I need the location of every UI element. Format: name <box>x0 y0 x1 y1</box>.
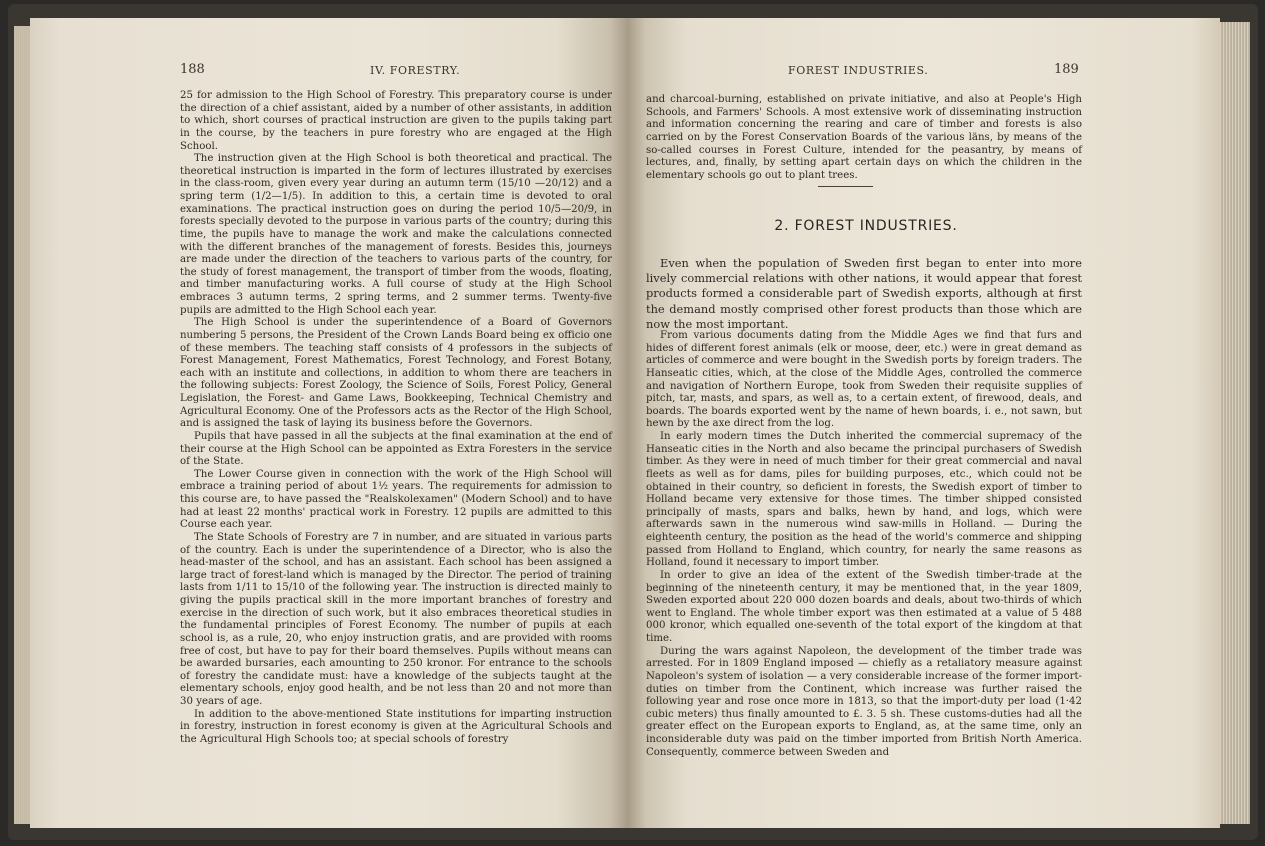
paragraph: Pupils that have passed in all the subjects at the final examination at the end of their course at the High School can be appointed as Extra Foresters in the service of the State. <box>180 430 612 468</box>
left-running-head: IV. FORESTRY. <box>370 64 461 77</box>
left-page-text <box>180 90 612 747</box>
paragraph: During the wars against Napoleon, the development of the timber trade was arrested. For in 1809 England imposed — chiefly as a retaliatory measure against Napoleon's system of isolation — a very considerable increase of the former import-duties on timber from the Continent, which increase was further raised the following year and rose once more in 1813, so that the import-duty per load (1·42 cubic meters) thus finally amounted to £. 3. 5 sh. These customs-duties had all the greater effect on the European exports to England, as, at the same time, only an inconsiderable duty was paid on the timber imported from British North America. Consequently, commerce between Sweden and <box>646 645 1082 758</box>
section-intro <box>646 256 1082 332</box>
right-page <box>628 18 1220 828</box>
right-page-text <box>646 330 1082 759</box>
paragraph: In order to give an idea of the extent of the Swedish timber-trade at the beginning of the nineteenth century, it may be mentioned that, in the year 1809, Sweden exported about 220 000 dozen boards and deals, about two-thirds of which went to England. The whole timber export was then estimated at a value of 5 488 000 kronor, which equalled one-seventh of the total export of the kingdom at that time. <box>646 569 1082 644</box>
left-page <box>30 18 628 828</box>
paragraph: The Lower Course given in connection with the work of the High School will embrace a training period of about 1½ years. The requirements for admission to this course are, to have passed the "Realskolexamen" (Modern School) and to have had at least 22 months' practical work in Forestry. 12 pupils are admitted to this Course each year. <box>180 468 612 531</box>
right-page-number: 189 <box>1054 62 1079 77</box>
paragraph: In early modern times the Dutch inherited the commercial supremacy of the Hanseatic cities in the North and also became the principal purchasers of Swedish timber. As they were in need of much timber for their great commercial and naval fleets as well as for dams, piles for building purposes, etc., which could not be obtained in their country, so deficient in forests, the Swedish export of timber to Holland became very extensive for those times. The timber shipped consisted principally of masts, spars and balks, hewn by hand, and logs, which were afterwards sawn in the numerous wind saw-mills in Holland. — During the eighteenth century, the position as the head of the world's commerce and shipping passed from Holland to England, which country, for nearly the same reasons as Holland, found it necessary to import timber. <box>646 431 1082 569</box>
section-heading: 2. FOREST INDUSTRIES. <box>774 218 958 234</box>
left-page-edges <box>14 26 30 824</box>
left-page-number: 188 <box>180 62 205 77</box>
paragraph: From various documents dating from the Middle Ages we find that furs and hides of different forest animals (elk or moose, deer, etc.) were in great demand as articles of commerce and were bought in the Swedish ports by foreign traders. The Hanseatic cities, which, at the close of the Middle Ages, controlled the commerce and navigation of Northern Europe, took from Sweden their requisite supplies of pitch, tar, masts, and spars, as well as, to a certain extent, of firewood, deals, and boards. The boards exported went by the name of hewn boards, i. e., not sawn, but hewn by the axe direct from the log. <box>646 330 1082 430</box>
section-divider <box>818 186 873 187</box>
paragraph: and charcoal-burning, established on private initiative, and also at People's High Schools, and Farmers' Schools. A most extensive work of disseminating instruction and information concerning the rearing and care of timber and forests is also carried on by the Forest Conservation Boards of the various läns, by means of the so-called courses in Forest Culture, intended for the peasantry, by means of lectures, and, finally, by setting apart certain days on which the children in the elementary schools go out to plant trees. <box>646 94 1082 181</box>
paragraph: The High School is under the superintendence of a Board of Governors numbering 5 persons, the President of the Crown Lands Board being ex officio one of these members. The teaching staff consists of 4 professors in the subjects of Forest Management, Forest Mathematics, Forest Technology, and Forest Botany, each with an institute and collections, in addition to whom there are teachers in the following subjects: Forest Zoology, the Science of Soils, Forest Policy, General Legislation, the Forest- and Game Laws, Bookkeeping, Technical Chemistry and Agricultural Economy. One of the Professors acts as the Rector of the High School, and is assigned the task of laying its business before the Governors. <box>180 317 612 430</box>
right-running-head: FOREST INDUSTRIES. <box>788 64 929 77</box>
paragraph: 25 for admission to the High School of Forestry. This preparatory course is under the direction of a chief assistant, aided by a number of other assistants, in addition to which, short courses of practical instruction are given to the pupils taking part in the course, by the teachers in pure forestry who are engaged at the High School. <box>180 90 612 152</box>
paragraph: In addition to the above-mentioned State institutions for imparting instruction in forestry, instruction in forest economy is given at the Agricultural Schools and the Agricultural High Schools too; at special schools of forestry <box>180 708 612 745</box>
right-opening-text <box>646 94 1082 182</box>
paragraph: Even when the population of Sweden first began to enter into more lively commercial relations with other nations, it would appear that forest products formed a considerable part of Swedish exports, although at first the demand mostly comprised other forest products than those which are now the most important. <box>646 256 1082 331</box>
paragraph: The State Schools of Forestry are 7 in number, and are situated in various parts of the country. Each is under the superintendence of a Director, who is also the head-master of the school, and has an assistant. Each school has been assigned a large tract of forest-land which is managed by the Director. The period of training lasts from 1/11 to 15/10 of the following year. The instruction is directed mainly to giving the pupils practical skill in the more important branches of forestry and exercise in the direction of such work, but it also embraces theoretical studies in the fundamental principles of Forest Economy. The number of pupils at each school is, as a rule, 20, who enjoy instruction gratis, and are provided with rooms free of cost, but have to pay for their board themselves. Pupils without means can be awarded bursaries, each amounting to 250 kronor. For entrance to the schools of forestry the candidate must: have a knowledge of the subjects taught at the elementary schools, enjoy good health, and be not less than 20 and not more than 30 years of age. <box>180 531 612 707</box>
paragraph: The instruction given at the High School is both theoretical and practical. The theoretical instruction is imparted in the form of lectures illustrated by exercises in the class-room, given every year during an autumn term (15/10 —20/12) and a spring term (1/2—1/5). In addition to this, a certain time is devoted to oral examinations. The practical instruction goes on during the period 10/5—20/9, in forests specially devoted to the purpose in various parts of the country; during this time, the pupils have to manage the work and make the calculations connected with the different branches of the management of forests. Besides this, journeys are made under the direction of the teachers to various parts of the country, for the study of forest management, the transport of timber from the woods, floating, and timber manufacturing works. A full course of study at the High School embraces 3 autumn terms, 2 spring terms, and 2 summer terms. Twenty-five pupils are admitted to the High School each year. <box>180 153 612 316</box>
right-page-edges <box>1220 22 1250 824</box>
